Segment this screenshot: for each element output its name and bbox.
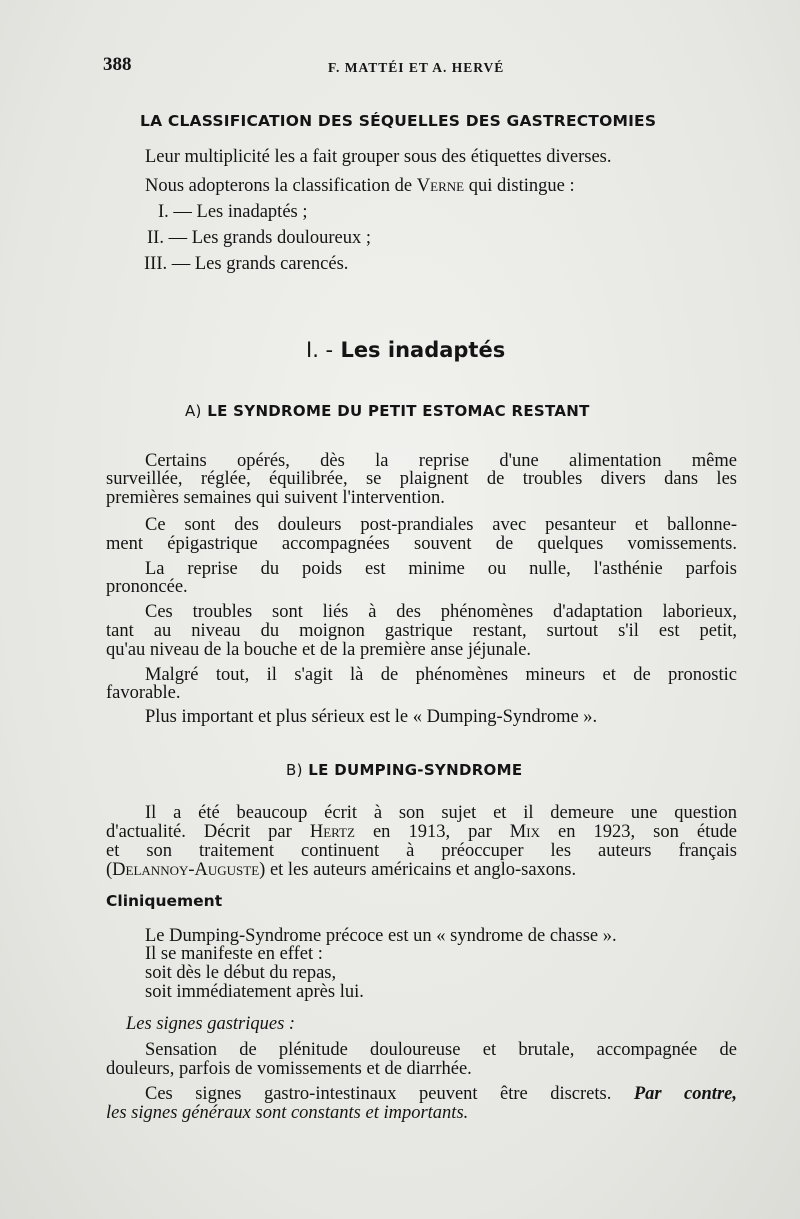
gastric-line: Ces signes gastro-intestinaux peuvent être discrets. Par contre, [145,1084,737,1104]
part-title: I. - Les inadaptés [306,338,506,362]
section-b-line: (Delannoy-Auguste) et les auteurs américains et anglo-saxons. [106,860,577,880]
section-a-line: Ce sont des douleurs post-prandiales avec pesanteur et ballonne- [145,515,737,535]
classification-adopt: Nous adopterons la classification de Verne qui distingue : [145,176,575,196]
section-b-title: B) LE DUMPING-SYNDROME [286,761,523,779]
section-a-line: Certains opérés, dès la reprise d'une alimentation même [145,451,737,471]
clinical-line: soit dès le début du repas, [145,963,337,983]
cliniquement-heading: Cliniquement [106,892,223,910]
gastric-line: douleurs, parfois de vomissements et de diarrhée. [106,1059,472,1079]
author-hertz: Hertz [309,822,355,842]
section-a-line: qu'au niveau de la bouche et de la première anse jéjunale. [106,640,532,660]
section-b-line: Il a été beaucoup écrit à son sujet et il demeure une question [145,803,737,823]
gastric-line: les signes généraux sont constants et importants. [106,1103,469,1123]
section-b-line: d'actualité. Décrit par Hertz en 1913, par Mix en 1923, son étude [106,822,737,842]
author-mix: Mix [509,822,540,842]
section-a-line: Ces troubles sont liés à des phénomènes d'adaptation laborieux, [145,602,737,622]
page-number: 388 [103,54,132,75]
running-header: F. MATTÉI ET A. HERVÉ [328,60,505,75]
section-a-title: A) LE SYNDROME DU PETIT ESTOMAC RESTANT [185,402,590,420]
clinical-line: soit immédiatement après lui. [145,982,364,1002]
classification-title: LA CLASSIFICATION DES SÉQUELLES DES GASTRECTOMIES [140,112,657,130]
author-delannoy-auguste: Delannoy-Auguste [112,860,260,880]
clinical-line: Le Dumping-Syndrome précoce est un « syndrome de chasse ». [145,926,617,946]
section-b-line: et son traitement continuent à préoccuper les auteurs français [106,841,737,861]
classification-item: II. — Les grands douloureux ; [147,228,372,248]
gastric-line: Sensation de plénitude douloureuse et brutale, accompagnée de [145,1040,737,1060]
section-a-line: La reprise du poids est minime ou nulle, l'asthénie parfois [145,559,737,579]
classification-intro: Leur multiplicité les a fait grouper sous des étiquettes diverses. [145,147,612,167]
classification-item: I. — Les inadaptés ; [158,202,308,222]
section-a-line: premières semaines qui suivent l'intervention. [106,488,445,508]
section-a-line: tant au niveau du moignon gastrique restant, surtout s'il est petit, [106,621,737,641]
section-a-line: Plus important et plus sérieux est le « Dumping-Syndrome ». [145,707,598,727]
section-a-line: prononcée. [106,577,188,597]
classification-item: III. — Les grands carencés. [144,254,349,274]
section-a-line: ment épigastrique accompagnées souvent de quelques vomissements. [106,534,737,554]
section-a-line: surveillée, réglée, équilibrée, se plaignent de troubles divers dans les [106,469,737,489]
section-a-line: Malgré tout, il s'agit là de phénomènes mineurs et de pronostic [145,665,737,685]
section-a-line: favorable. [106,683,181,703]
author-verne: Verne [416,176,465,196]
clinical-line: Il se manifeste en effet : [145,944,323,964]
gastric-signs-heading: Les signes gastriques : [126,1014,296,1034]
